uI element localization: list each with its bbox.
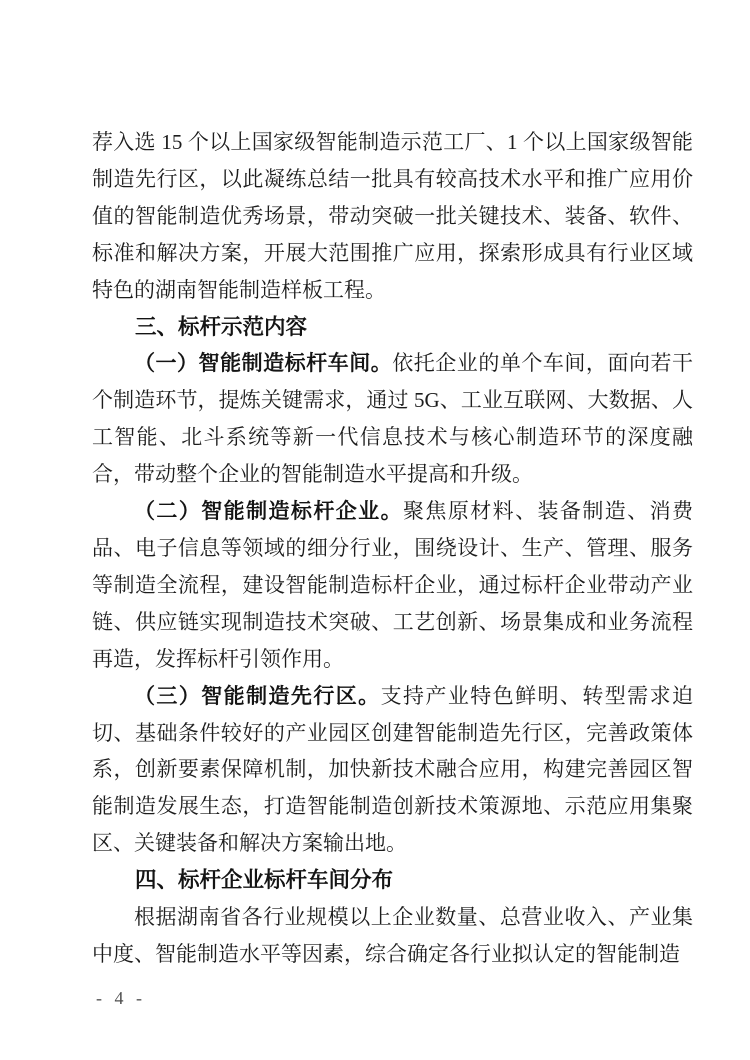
- subsection-two-lead: （二）智能制造标杆企业。: [134, 499, 403, 524]
- subsection-one-lead: （一）智能制造标杆车间。: [134, 351, 393, 376]
- section-four-heading: 四、标杆企业标杆车间分布: [135, 868, 394, 893]
- document-body: [92, 124, 693, 973]
- subsection-three-body: 支持产业特色鲜明、转型需求迫切、基础条件较好的产业园区创建智能制造先行区，完善政策体系，创新要素保障机制，加快新技术融合应用，构建完善园区智能制造发展生态，打造智能制造创新技术策源地、示范应用集聚区、关键装备和解决方案输出地。: [92, 683, 694, 856]
- subsection-two-paragraph: [92, 493, 693, 678]
- subsection-one-body: 依托企业的单个车间，面向若干个制造环节，提炼关键需求，通过 5G、工业互联网、大数据、人工智能、北斗系统等新一代信息技术与核心制造环节的深度融合，带动整个企业的智能制造水平提高和升级。: [92, 351, 694, 487]
- section-four-paragraph: 根据湖南省各行业规模以上企业数量、总营业收入、产业集中度、智能制造水平等因素，综合确定各行业拟认定的智能制造: [92, 905, 693, 966]
- subsection-one-paragraph: [92, 345, 693, 493]
- subsection-two-body: 聚焦原材料、装备制造、消费品、电子信息等领域的细分行业，围绕设计、生产、管理、服务等制造全流程，建设智能制造标杆企业，通过标杆企业带动产业链、供应链实现制造技术突破、工艺创新、场景集成和业务流程再造，发挥标杆引领作用。: [92, 499, 693, 671]
- paragraph-continuation: 荐入选 15 个以上国家级智能制造示范工厂、1 个以上国家级智能制造先行区，以此凝练总结一批具有较高技术水平和推广应用价值的智能制造优秀场景，带动突破一批关键技术、装备、软件、标准和解决方案，开展大范围推广应用，探索形成具有行业区域特色的湖南智能制造样板工程。: [92, 130, 693, 302]
- section-three-heading: 三、标杆示范内容: [135, 314, 308, 339]
- subsection-three-lead: （三）智能制造先行区。: [134, 683, 381, 708]
- page-number: - 4 -: [96, 988, 146, 1008]
- subsection-three-paragraph: [92, 678, 693, 863]
